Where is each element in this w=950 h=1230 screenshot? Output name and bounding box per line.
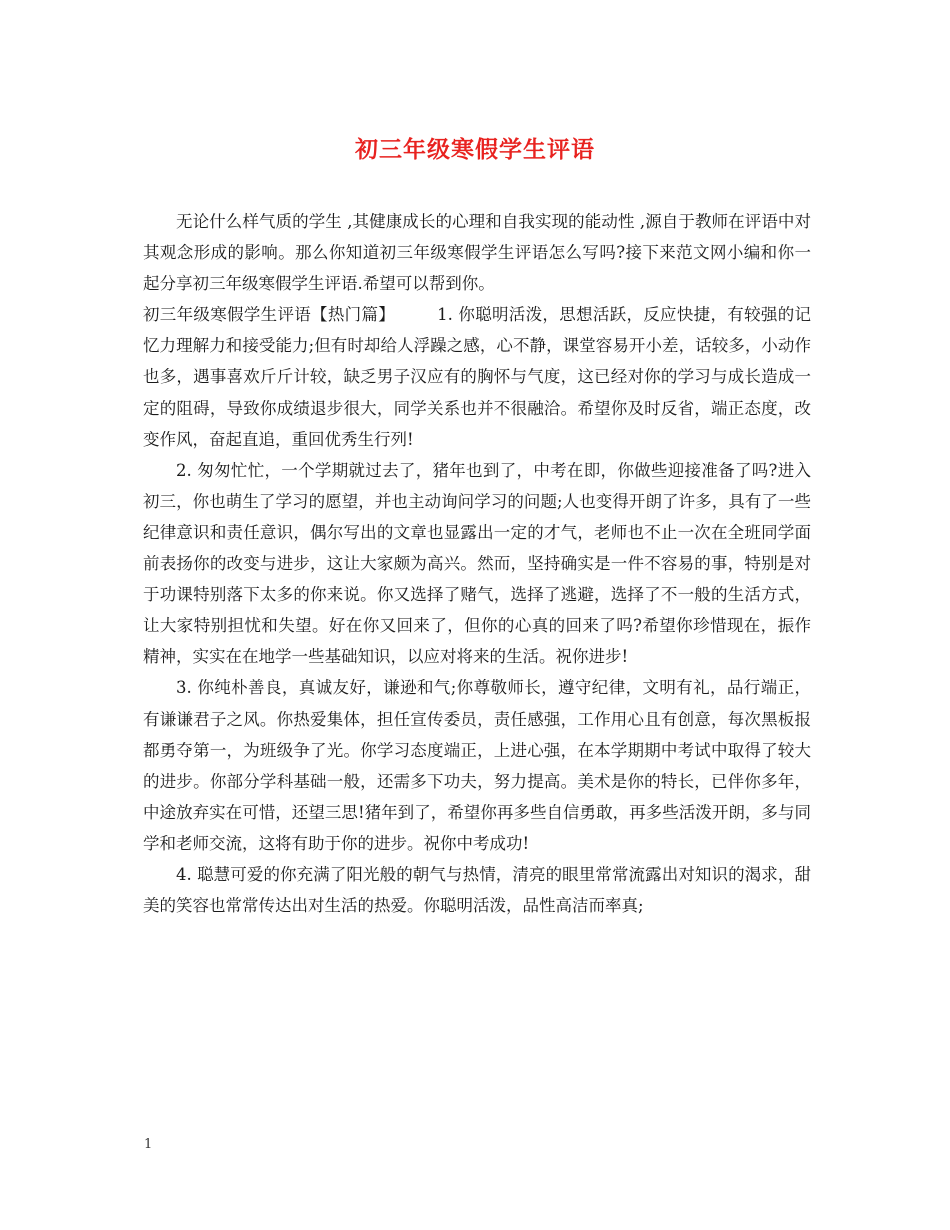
- page-number: 1: [144, 1137, 153, 1152]
- section-heading: 初三年级寒假学生评语【热门篇】: [143, 305, 396, 325]
- document-body: [143, 206, 811, 921]
- document-title: 初三年级寒假学生评语: [355, 136, 595, 163]
- comment-paragraph-4: 4. 聪慧可爱的你充满了阳光般的朝气与热情，清亮的眼里常常流露出对知识的渴求，甜美的笑容也常常传达出对生活的热爱。你聪明活泼，品性高洁而率真;: [143, 864, 811, 916]
- comment-1-text: 1. 你聪明活泼，思想活跃，反应快捷，有较强的记忆力理解力和接受能力;但有时却给人浮躁之感，心不静，课堂容易开小差，话较多，小动作也多，遇事喜欢斤斤计较，缺乏男子汉应有的胸怀与气度，这已经对你的学习与成长造成一定的阻碍，导致你成绩退步很大，同学关系也并不很融洽。希望你及时反省，端正态度，改变作风，奋起直追，重回优秀生行列!: [143, 305, 811, 449]
- comment-paragraph-1: [143, 299, 811, 454]
- comment-paragraph-3: 3. 你纯朴善良，真诚友好，谦逊和气;你尊敬师长，遵守纪律，文明有礼，品行端正，有谦谦君子之风。你热爱集体，担任宣传委员，责任感强，工作用心且有创意，每次黑板报都勇夺第一，为班级争了光。你学习态度端正，上进心强，在本学期期中考试中取得了较大的进步。你部分学科基础一般，还需多下功夫，努力提高。美术是你的特长，已伴你多年，中途放弃实在可惜，还望三思!猪年到了，希望你再多些自信勇敢，再多些活泼开朗，多与同学和老师交流，这将有助于你的进步。祝你中考成功!: [143, 678, 811, 853]
- intro-paragraph: 无论什么样气质的学生 ,其健康成长的心理和自我实现的能动性 ,源自于教师在评语中对其观念形成的影响。那么你知道初三年级寒假学生评语怎么写吗?接下来范文网小编和你一起分享初三年级寒假学生评语.希望可以帮到你。: [143, 212, 811, 294]
- comment-paragraph-2: 2. 匆匆忙忙，一个学期就过去了，猪年也到了，中考在即，你做些迎接准备了吗?进入初三，你也萌生了学习的愿望，并也主动询问学习的问题;人也变得开朗了许多，具有了一些纪律意识和责任意识，偶尔写出的文章也显露出一定的才气，老师也不止一次在全班同学面前表扬你的改变与进步，这让大家颇为高兴。然而，坚持确实是一件不容易的事，特别是对于功课特别落下太多的你来说。你又选择了赌气，选择了逃避，选择了不一般的生活方式，让大家特别担忧和失望。好在你又回来了，但你的心真的回来了吗?希望你珍惜现在，振作精神，实实在在地学一些基础知识，以应对将来的生活。祝你进步!: [143, 460, 811, 667]
